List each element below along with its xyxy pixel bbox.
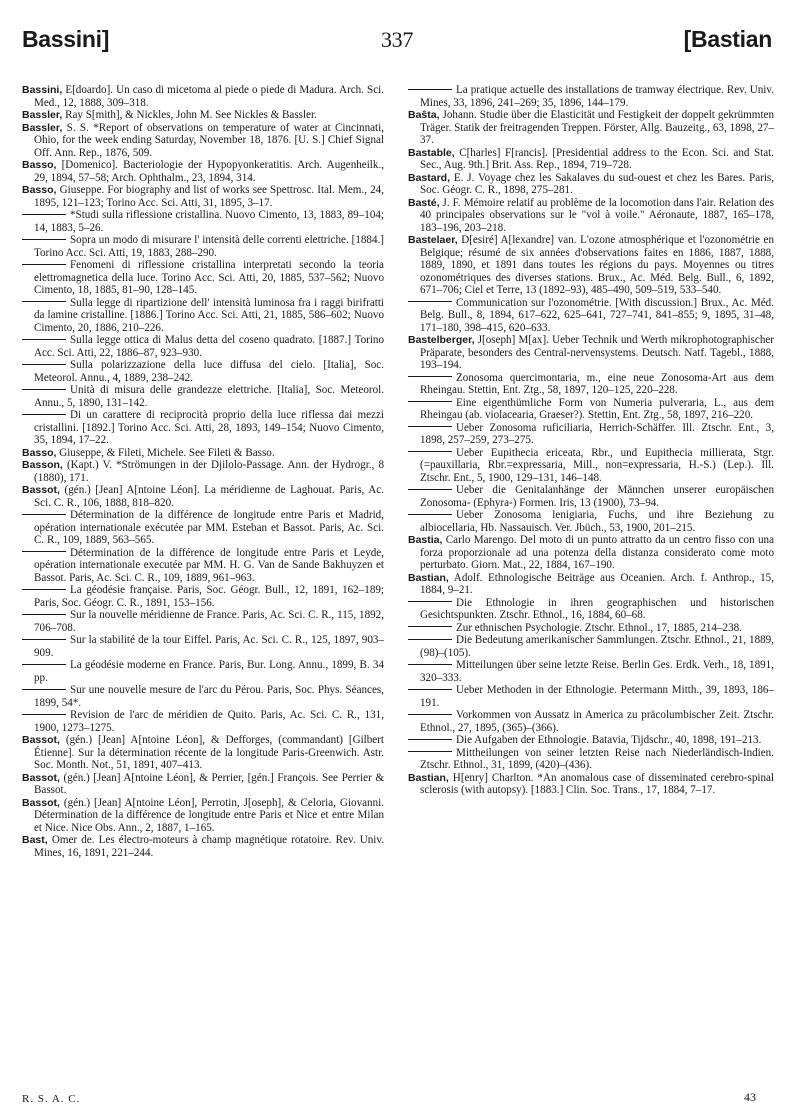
entry-text: Sulla legge di ripartizione dell' intensità luminosa fra i raggi birifratti da lamine cristalline. [1886.] Torino Acc. Sci. Atti, 21, 1885, 586–602; Nuovo Cimento, 20, 1886, 210–226.: [34, 296, 384, 334]
entry-text: La géodésie française. Paris, Soc. Géogr. Bull., 12, 1891, 162–189; Paris, Soc. Géogr. C. R., 1891, 153–156.: [34, 584, 384, 609]
entry-text: Adolf. Ethnologische Beiträge aus Oceanien. Arch. f. Anthrop., 15, 1884, 9–21.: [420, 571, 774, 596]
bibliography-entry: [22, 734, 384, 772]
entry-text: Giuseppe, & Fileti, Michele. See Fileti & Basso.: [56, 446, 275, 459]
bibliography-entry: [408, 334, 774, 372]
bibliography-subentry: [408, 597, 774, 622]
author-heading: Bassini,: [22, 84, 63, 96]
bibliography-subentry: [408, 397, 774, 422]
author-heading: Bastelberger,: [408, 334, 475, 346]
entry-text: [Domenico]. Bacteriologie der Hypopyonkeratitis. Arch. Augenheilk., 29, 1894, 57–58; Arch. Ophthalm., 23, 1894, 314.: [34, 159, 384, 184]
entry-text: Eine eigenthümliche Form von Numeria pulveraria, L., aus dem Rheingau (ab. violacearia, Graeser?). Stettin, Ent. Ztg., 58, 1897, 216–220.: [420, 396, 774, 421]
ditto-rule: [22, 239, 66, 240]
bibliography-subentry: [22, 609, 384, 634]
bibliography-entry: [22, 159, 384, 184]
bibliography-subentry: [22, 684, 384, 709]
author-heading: Bassot,: [22, 484, 60, 496]
bibliography-entry: [408, 572, 774, 597]
author-heading: Bastia,: [408, 534, 443, 546]
entry-text: Sopra un modo di misurare l' intensità delle correnti elettriche. [1884.] Torino Acc. Sci. Atti, 19, 1883, 288–290.: [34, 234, 384, 259]
right-column: [408, 84, 774, 797]
bibliography-subentry: [22, 209, 384, 234]
bibliography-subentry: [408, 447, 774, 485]
entry-text: C[harles] F[rancis]. [Presidential address to the Econ. Sci. and Stat. Sec., Aug. 9th.] Brit. Ass. Rep., 1894, 719–728.: [420, 146, 774, 171]
ditto-rule: [22, 514, 66, 515]
entry-text: Giuseppe. For biography and list of works see Spettrosc. Ital. Mem., 24, 1895, 121–123; Torino Acc. Sci. Atti, 31, 1895, 3–17.: [34, 184, 384, 209]
bibliography-entry: [22, 772, 384, 797]
entry-text: Carlo Marengo. Del moto di un punto attratto da un centro fisso con una forza proporzionale ad una potenza della distanza considerato come moto perturbato. Giorn. Mat., 22, 1884, 167–190.: [420, 534, 774, 571]
entry-text: Communication sur l'ozonométrie. [With discussion.] Brux., Ac. Méd. Belg. Bull., 8, 1894, 617–622, 625–641, 727–741, 841–855; 9, 1895, 31–48, 171–180, 398–415, 620–633.: [420, 296, 774, 334]
bibliography-entry: [22, 797, 384, 835]
author-heading: Bassot,: [22, 771, 60, 784]
ditto-rule: [408, 751, 452, 752]
author-heading: Basté,: [408, 196, 440, 209]
ditto-rule: [22, 214, 66, 215]
ditto-rule: [408, 714, 452, 715]
entry-text: (gén.) [Jean] A[ntoine Léon], & Defforges, (commandant) [Gilbert Étienne]. Sur la détermination récente de la longitude Paris-Greenwich. Astr. Soc. Month. Not., 51, 1891, 407–413.: [34, 734, 384, 771]
bibliography-entry: [22, 109, 384, 122]
bibliography-subentry: [22, 297, 384, 335]
entry-text: Ueber Zonosoma ruficiliaria, Herrich-Schäffer. Ill. Ztschr. Ent., 3, 1898, 257–259, 273–275.: [420, 421, 774, 446]
running-head-right: [Bastian: [683, 26, 772, 52]
entry-text: Omer de. Les électro-moteurs à champ magnétique rotatoire. Rev. Univ. Mines, 16, 1891, 221–244.: [34, 834, 384, 859]
bibliography-subentry: [408, 747, 774, 772]
ditto-rule: [408, 489, 452, 490]
entry-text: Die Ethnologie in ihren geographischen und historischen Gesichtspunkten. Ztschr. Ethnol., 16, 1884, 60–68.: [420, 596, 774, 621]
ditto-rule: [408, 689, 452, 690]
entry-text: J[oseph] M[ax]. Ueber Technik und Werth mikrophotographischer Präparate, besonders des Central-nervensystems. Deutsch. Natf. Tagebl., 1888, 193–194.: [420, 334, 774, 371]
entry-text: Ueber Eupithecia ericeata, Rbr., und Eupithecia millierata, Stgr. (=pauxillaria, Rbr.=expressaria, Mill., non=expressaria, H.-S.) (Lep.). Ill. Ztschr. Ent., 5, 1900, 129–131, 146–148.: [420, 446, 774, 484]
entry-text: Ueber Methoden in der Ethnologie. Petermann Mitth., 39, 1893, 186–191.: [420, 684, 774, 709]
bibliography-subentry: [22, 709, 384, 734]
bibliography-entry: [22, 834, 384, 859]
ditto-rule: [408, 601, 452, 602]
bibliography-entry: [22, 84, 384, 109]
entry-text: Ray S[mith], & Nickles, John M. See Nickles & Bassler.: [62, 109, 317, 121]
bibliography-subentry: [22, 409, 384, 447]
entry-text: Sulla legge ottica di Malus detta del coseno quadrato. [1887.] Torino Acc. Sci. Atti, 22, 1886–87, 923–930.: [34, 334, 384, 359]
running-head: [22, 26, 772, 62]
bibliography-subentry: [408, 372, 774, 397]
ditto-rule: [408, 89, 452, 90]
entry-text: Unità di misura delle grandezze elettriche. [Italia], Soc. Meteorol. Annu., 5, 1890, 131–142.: [34, 384, 384, 409]
bibliography-subentry: [22, 509, 384, 547]
entry-text: Sur une nouvelle mesure de l'arc du Pérou. Paris, Soc. Phys. Séances, 1899, 54*.: [34, 684, 384, 709]
ditto-rule: [408, 426, 452, 427]
entry-text: *Studi sulla riflessione cristallina. Nuovo Cimento, 13, 1883, 89–104; 14, 1883, 5–26.: [34, 209, 384, 234]
entry-text: Sur la stabilité de la tour Eiffel. Paris, Ac. Sci. C. R., 125, 1897, 903–909.: [34, 634, 384, 659]
entry-text: Ueber Zonosoma lenigiaria, Fuchs, und ihre Beziehung zu albiocellaria, Hb. Nassauisch. Ver. Jbüch., 53, 1900, 201–215.: [420, 509, 774, 534]
bibliography-entry: [22, 484, 384, 509]
ditto-rule: [22, 589, 66, 590]
entry-text: E. J. Voyage chez les Sakalaves du sud-ouest et chez les Bares. Paris, Soc. Géogr. C. R., 1898, 275–281.: [420, 171, 774, 196]
author-heading: Baŝta,: [408, 109, 440, 121]
entry-text: Zonosoma quercimontaria, m., eine neue Zonosoma-Art aus dem Rheingau. Stettin, Ent. Ztg., 58, 1897, 120–125, 220–228.: [420, 371, 774, 396]
bibliography-entry: [22, 459, 384, 484]
author-heading: Basso,: [22, 184, 57, 196]
ditto-rule: [22, 389, 66, 390]
bibliography-subentry: [408, 422, 774, 447]
author-heading: Bassot,: [22, 734, 60, 746]
entry-text: Sulla polarizzazione della luce diffusa del cielo. [Italia], Soc. Meteorol. Annu., 4, 1889, 238–242.: [34, 359, 384, 384]
entry-text: S. S. *Report of observations on temperature of water at Cincinnati, Ohio, for the week ending Saturday, November 18, 1876. [U. S.] Chief Signal Off. Ann. Rep., 1876, 509.: [34, 121, 384, 159]
entry-text: Mitteilungen über seine letzte Reise. Berlin Ges. Erdk. Verh., 18, 1891, 320–333.: [420, 659, 774, 684]
bibliography-entry: [408, 534, 774, 572]
ditto-rule: [408, 401, 452, 402]
entry-text: Zur ethnischen Psychologie. Ztschr. Ethnol., 17, 1885, 214–238.: [456, 621, 742, 634]
ditto-rule: [22, 551, 66, 552]
entry-text: (gén.) [Jean] A[ntoine Léon], & Perrier, [gén.] François. See Perrier & Bassot.: [34, 771, 384, 796]
ditto-rule: [22, 414, 66, 415]
bibliography-subentry: [408, 509, 774, 534]
ditto-rule: [408, 451, 452, 452]
entry-text: D[esiré] A[lexandre] van. L'ozone atmosphérique et l'ozonométrie en Belgique; résumé de six années d'observations faites en 1886, 1887, 1888, 1889, 1890, et 1891 dans toutes les régions du pays. Moyennes ou titres ozonométriques des diverses stations. Brux., Ac. Méd. Belg. Bull., 6, 1892, 671–706; Ciel et Terre, 13 (1892–93), 485–490, 509–519, 533–540.: [420, 234, 774, 296]
left-column: [22, 84, 384, 859]
entry-text: Johann. Studie über die Elasticität und Festigkeit der doppelt gekrümmten Träger. Statik der freitragenden Treppen. Förster, Allg. Bauzeitg., 63, 1898, 27–37.: [420, 109, 774, 146]
entry-text: H[enry] Charlton. *An anomalous case of disseminated cerebro-spinal sclerosis (with autopsy). [1883.] Clin. Soc. Trans., 17, 1884, 7–17.: [420, 771, 774, 796]
ditto-rule: [22, 639, 66, 640]
author-heading: Bastelaer,: [408, 234, 458, 246]
bibliography-subentry: [22, 634, 384, 659]
ditto-rule: [22, 664, 66, 665]
bibliography-subentry: [22, 234, 384, 259]
entry-text: Fenomeni di riflessione cristallina interpretati secondo la teoria elettromagnetica della luce. Torino Acc. Sci. Atti, 20, 1885, 537–562; Nuovo Cimento, 18, 1885, 81–90, 128–145.: [34, 259, 384, 296]
bibliography-subentry: [408, 684, 774, 709]
bibliography-entry: [22, 122, 384, 160]
entry-text: Die Aufgaben der Ethnologie. Batavia, Tijdschr., 40, 1898, 191–213.: [456, 734, 762, 746]
bibliography-subentry: [22, 384, 384, 409]
ditto-rule: [408, 664, 452, 665]
bibliography-subentry: [408, 297, 774, 335]
entry-text: Die Bedeutung amerikanischer Sammlungen. Ztschr. Ethnol., 21, 1889, (98)–(105).: [420, 634, 774, 659]
bibliography-subentry: [408, 659, 774, 684]
bibliography-subentry: [22, 659, 384, 684]
ditto-rule: [22, 364, 66, 365]
author-heading: Basso,: [22, 446, 57, 459]
ditto-rule: [22, 614, 66, 615]
bibliography-subentry: [22, 584, 384, 609]
entry-text: La pratique actuelle des installations de tramway électrique. Rev. Univ. Mines, 33, 1896, 241–269; 35, 1896, 144–179.: [420, 84, 774, 109]
author-heading: Bastable,: [408, 146, 455, 159]
entry-text: La géodésie moderne en France. Paris, Bur. Long. Annu., 1899, B. 34 pp.: [34, 659, 384, 684]
running-head-left: Bassini]: [22, 26, 110, 52]
ditto-rule: [22, 339, 66, 340]
bibliography-entry: [22, 447, 384, 460]
entry-text: Di un carattere di reciprocità proprio della luce riflessa dai mezzi cristallini. [1892.] Torino Acc. Sci. Atti, 28, 1893, 149–154; Nuovo Cimento, 35, 1894, 17–22.: [34, 409, 384, 446]
ditto-rule: [22, 714, 66, 715]
entry-text: (Kapt.) V. *Strömungen in der Djilolo-Passage. Ann. der Hydrogr., 8 (1880), 171.: [34, 459, 384, 484]
author-heading: Bastian,: [408, 571, 449, 584]
ditto-rule: [22, 301, 66, 302]
ditto-rule: [408, 639, 452, 640]
bibliography-subentry: [408, 484, 774, 509]
bibliography-subentry: [22, 359, 384, 384]
page-number: 337: [380, 27, 414, 52]
ditto-rule: [408, 739, 452, 740]
ditto-rule: [408, 626, 452, 627]
bibliography-entry: [408, 147, 774, 172]
author-heading: Bastard,: [408, 171, 451, 184]
entry-text: Détermination de la différence de longitude entre Paris et Madrid, opération internationale exécutée par MM. Esteban et Bassot. Paris, Ac. Sci. C. R., 109, 1889, 563–565.: [34, 509, 384, 546]
ditto-rule: [408, 376, 452, 377]
entry-text: Ueber die Genitalanhänge der Männchen unserer europäischen Zonosoma- (Ephyra-) Formen. Iris, 13 (1900), 73–94.: [420, 484, 774, 509]
bibliography-entry: [408, 197, 774, 235]
bibliography-entry: [408, 772, 774, 797]
author-heading: Bastian,: [408, 771, 449, 784]
footer-signature: R. S. A. C.: [22, 1093, 81, 1105]
ditto-rule: [408, 514, 452, 515]
entry-text: (gén.) [Jean] A[ntoine Léon], Perrotin, J[oseph], & Celoria, Giovanni. Détermination de la différence de longitude entre Paris et Nice et entre Milan et Nice. Nice Obs. Ann., 2, 1887, 1–165.: [34, 796, 384, 834]
bibliography-subentry: [408, 734, 774, 747]
entry-text: J. F. Mémoire relatif au problème de la locomotion dans l'air. Relation des 40 principales observations sur le "vol à voile." Aéronaute, 1887, 165–178, 183–196, 203–218.: [420, 196, 774, 234]
bibliography-subentry: [22, 259, 384, 297]
entry-text: Détermination de la différence de longitude entre Paris et Leyde, opération internationale executée par MM. H. G. Van de Sande Bakhuyzen et Bassot. Paris, Ac. Sci. C. R., 109, 1889, 961–963.: [34, 546, 384, 584]
bibliography-subentry: [408, 84, 774, 109]
entry-text: Sur la nouvelle méridienne de France. Paris, Ac. Sci. C. R., 115, 1892, 706–708.: [34, 609, 384, 634]
bibliography-subentry: [408, 709, 774, 734]
footer-sheet-number: 43: [744, 1090, 756, 1104]
entry-text: Revision de l'arc de méridien de Quito. Paris, Ac. Sci. C. R., 131, 1900, 1273–1275.: [34, 709, 384, 734]
entry-text: E[doardo]. Un caso di micetoma al piede o piede di Madura. Arch. Sci. Med., 12, 1888, 309–318.: [34, 84, 384, 109]
bibliography-entry: [408, 172, 774, 197]
bibliography-entry: [22, 184, 384, 209]
bibliography-subentry: [22, 547, 384, 585]
entry-text: Vorkommen von Aussatz in America zu präcolumbischer Zeit. Ztschr. Ethnol., 27, 1895, (365)–(366).: [420, 709, 774, 734]
bibliography-entry: [408, 234, 774, 297]
bibliography-entry: [408, 109, 774, 147]
bibliography-subentry: [408, 634, 774, 659]
author-heading: Basso,: [22, 159, 57, 171]
author-heading: Bast,: [22, 834, 48, 846]
ditto-rule: [408, 301, 452, 302]
author-heading: Bassler,: [22, 121, 63, 134]
author-heading: Bassot,: [22, 796, 60, 809]
ditto-rule: [22, 264, 66, 265]
bibliography-subentry: [408, 622, 774, 635]
author-heading: Basson,: [22, 459, 63, 471]
author-heading: Bassler,: [22, 109, 63, 121]
entry-text: Mittheilungen von seiner letzten Reise nach Niederländisch-Indien. Ztschr. Ethnol., 31, 1899, (420)–(436).: [420, 746, 774, 771]
entry-text: (gén.) [Jean] A[ntoine Léon]. La méridienne de Laghouat. Paris, Ac. Sci. C. R., 106, 1888, 818–820.: [34, 484, 384, 509]
ditto-rule: [22, 689, 66, 690]
bibliography-subentry: [22, 334, 384, 359]
